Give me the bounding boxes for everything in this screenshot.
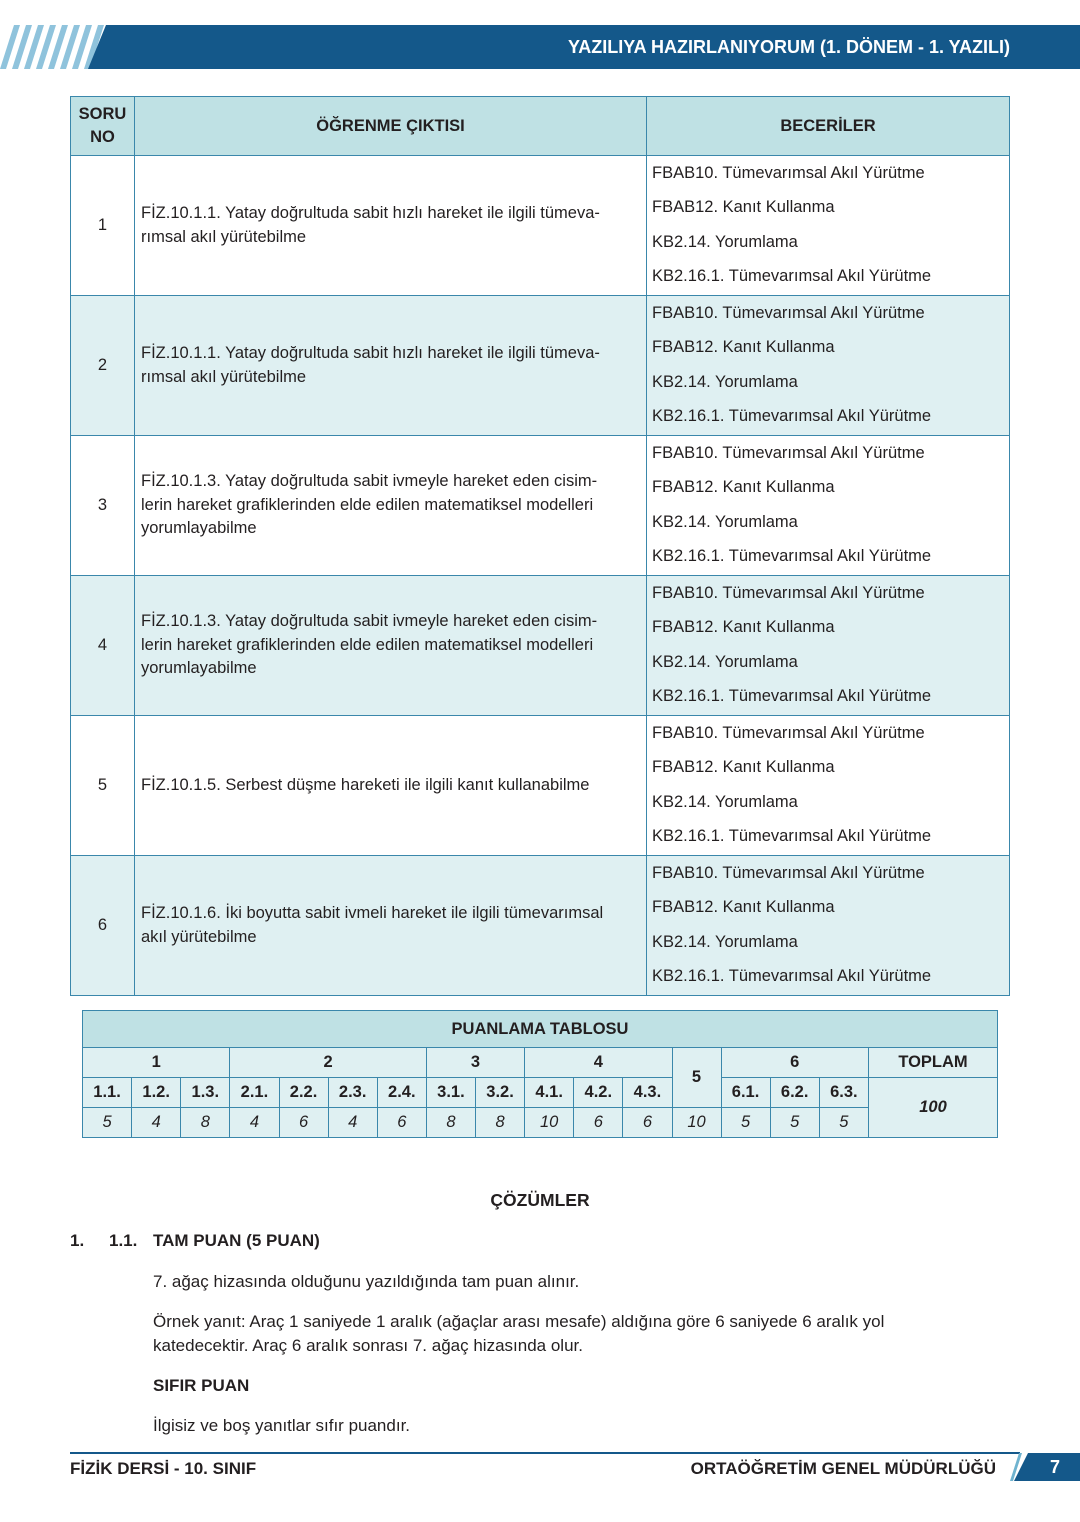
row-skills [647,296,1010,436]
skill-item: FBAB10. Tümevarımsal Akıl Yürütme [652,724,925,742]
group-6: 6 [721,1048,869,1078]
sub-label: 2.1. [230,1078,279,1108]
sub-points: 6 [377,1108,426,1138]
sub-label: 3.1. [426,1078,475,1108]
group-3: 3 [426,1048,524,1078]
sub-points: 5 [721,1108,770,1138]
full-score-label: TAM PUAN (5 PUAN) [153,1231,320,1250]
zero-score-text: İlgisiz ve boş yanıtlar sıfır puandır. [153,1416,411,1435]
footer-ministry: ORTAÖĞRETİM GENEL MÜDÜRLÜĞÜ [690,1459,996,1478]
row-number: 2 [71,296,135,436]
footer-course: FİZİK DERSİ - 10. SINIF [70,1459,257,1478]
skill-item: FBAB12. Kanıt Kullanma [652,478,835,497]
example-answer: Örnek yanıt: Araç 1 saniyede 1 aralık (ağaçlar arası mesafe) aldığına göre 6 saniyede 6 aralık yol katedecektir. Araç 6 aralık sonrası 7. ağaç hizasında olur. [153,1312,885,1355]
col-header-no: SORU NO [71,97,135,156]
scoring-title: PUANLAMA TABLOSU [83,1011,998,1048]
group-5: 5 [672,1048,721,1108]
sub-points: 5 [819,1108,868,1138]
skill-item: FBAB10. Tümevarımsal Akıl Yürütme [652,304,925,322]
sub-points: 5 [83,1108,132,1138]
question-number: 1. [70,1231,85,1250]
sub-label: 1.3. [181,1078,230,1108]
skill-item: FBAB10. Tümevarımsal Akıl Yürütme [652,444,925,462]
skill-item: KB2.14. Yorumlama [652,932,798,951]
sub-label: 3.2. [476,1078,525,1108]
skill-item: FBAB12. Kanıt Kullanma [652,758,835,777]
sub-points: 8 [181,1108,230,1138]
skill-item: KB2.14. Yorumlama [652,512,798,531]
sub-label: 4.1. [525,1078,574,1108]
col-header-outcome: ÖĞRENME ÇIKTISI [135,97,647,156]
skill-item: KB2.16.1. Tümevarımsal Akıl Yürütme [652,546,932,565]
row-number: 5 [71,716,135,856]
skill-item: FBAB12. Kanıt Kullanma [652,618,835,637]
sub-label: 4.2. [574,1078,623,1108]
full-score-text: 7. ağaç hizasında olduğunu yazıldığında tam puan alınır. [153,1272,580,1291]
scoring-group-row [83,1048,998,1078]
table-row [71,296,1010,436]
sub-points: 8 [476,1108,525,1138]
solutions-title: ÇÖZÜMLER [490,1190,590,1210]
row-outcome: FİZ.10.1.5. Serbest düşme hareketi ile ilgili kanıt kullanabilme [135,716,647,856]
row-skills [647,856,1010,996]
sub-label: 1.1. [83,1078,132,1108]
skill-item: FBAB12. Kanıt Kullanma [652,198,835,217]
sub-question-number: 1.1. [109,1231,138,1250]
scoring-points-row [83,1108,998,1138]
sub-label: 1.2. [132,1078,181,1108]
sub-points: 4 [328,1108,377,1138]
question-heading [70,1231,320,1251]
col-header-skills: BECERİLER [647,97,1010,156]
scoring-sub-row [83,1078,998,1108]
skill-item: FBAB12. Kanıt Kullanma [652,338,835,357]
sub-label: 2.2. [279,1078,328,1108]
total-label: TOPLAM [869,1048,998,1078]
page-number: 7 [1049,1457,1060,1477]
row-outcome: FİZ.10.1.3. Yatay doğrultuda sabit ivmeyle hareket eden cisim- lerin hareket grafiklerinden elde edilen matematiksel modelleri yorumlayabilme [135,576,647,716]
header-title: YAZILIYA HAZIRLANIYORUM (1. DÖNEM - 1. YAZILI) [567,37,1010,57]
sub-label: 6.3. [819,1078,868,1108]
skill-item: KB2.14. Yorumlama [652,792,798,811]
sub-points: 6 [279,1108,328,1138]
skill-item: KB2.16.1. Tümevarımsal Akıl Yürütme [652,266,932,285]
total-value: 100 [869,1078,998,1138]
sub-points: 8 [426,1108,475,1138]
row-outcome: FİZ.10.1.1. Yatay doğrultuda sabit hızlı hareket ile ilgili tümeva- rımsal akıl yürütebilme [135,156,647,296]
table-row [71,716,1010,856]
skill-item: KB2.16.1. Tümevarımsal Akıl Yürütme [652,686,932,705]
row-number: 1 [71,156,135,296]
row-skills [647,716,1010,856]
sub-points: 4 [230,1108,279,1138]
row-number: 6 [71,856,135,996]
footer-line [70,1452,1020,1454]
sub-points: 4 [132,1108,181,1138]
sub-label: 4.3. [623,1078,672,1108]
row-skills [647,436,1010,576]
skill-item: KB2.14. Yorumlama [652,652,798,671]
row-skills [647,156,1010,296]
group-4: 4 [525,1048,672,1078]
skill-item: KB2.14. Yorumlama [652,232,798,251]
sub-label: 2.4. [377,1078,426,1108]
table-row [71,576,1010,716]
skill-item: KB2.14. Yorumlama [652,372,798,391]
row-outcome: FİZ.10.1.6. İki boyutta sabit ivmeli hareket ile ilgili tümevarımsal akıl yürütebilme [135,856,647,996]
skill-item: FBAB10. Tümevarımsal Akıl Yürütme [652,864,925,882]
table-row [71,856,1010,996]
table-row [71,156,1010,296]
sub-label: 6.1. [721,1078,770,1108]
sub-label: 2.3. [328,1078,377,1108]
skill-item: KB2.16.1. Tümevarımsal Akıl Yürütme [652,966,932,985]
sub-points: 6 [574,1108,623,1138]
group-1: 1 [83,1048,230,1078]
group-5-points: 10 [672,1108,721,1138]
outcomes-table [70,96,1010,996]
table-header-row [71,97,1010,156]
table-row [71,436,1010,576]
row-number: 3 [71,436,135,576]
sub-points: 5 [770,1108,819,1138]
row-outcome: FİZ.10.1.3. Yatay doğrultuda sabit ivmeyle hareket eden cisim- lerin hareket grafiklerinden elde edilen matematiksel modelleri yorumlayabilme [135,436,647,576]
sub-label: 6.2. [770,1078,819,1108]
skill-item: FBAB12. Kanıt Kullanma [652,898,835,917]
skill-item: KB2.16.1. Tümevarımsal Akıl Yürütme [652,826,932,845]
skill-item: FBAB10. Tümevarımsal Akıl Yürütme [652,584,925,602]
sub-points: 6 [623,1108,672,1138]
row-skills [647,576,1010,716]
page-header [0,25,1080,69]
row-outcome: FİZ.10.1.1. Yatay doğrultuda sabit hızlı hareket ile ilgili tümeva- rımsal akıl yürütebilme [135,296,647,436]
zero-score-label: SIFIR PUAN [153,1376,250,1395]
row-number: 4 [71,576,135,716]
group-2: 2 [230,1048,427,1078]
sub-points: 10 [525,1108,574,1138]
scoring-table [82,1010,998,1138]
skill-item: KB2.16.1. Tümevarımsal Akıl Yürütme [652,406,932,425]
skill-item: FBAB10. Tümevarımsal Akıl Yürütme [652,164,925,182]
